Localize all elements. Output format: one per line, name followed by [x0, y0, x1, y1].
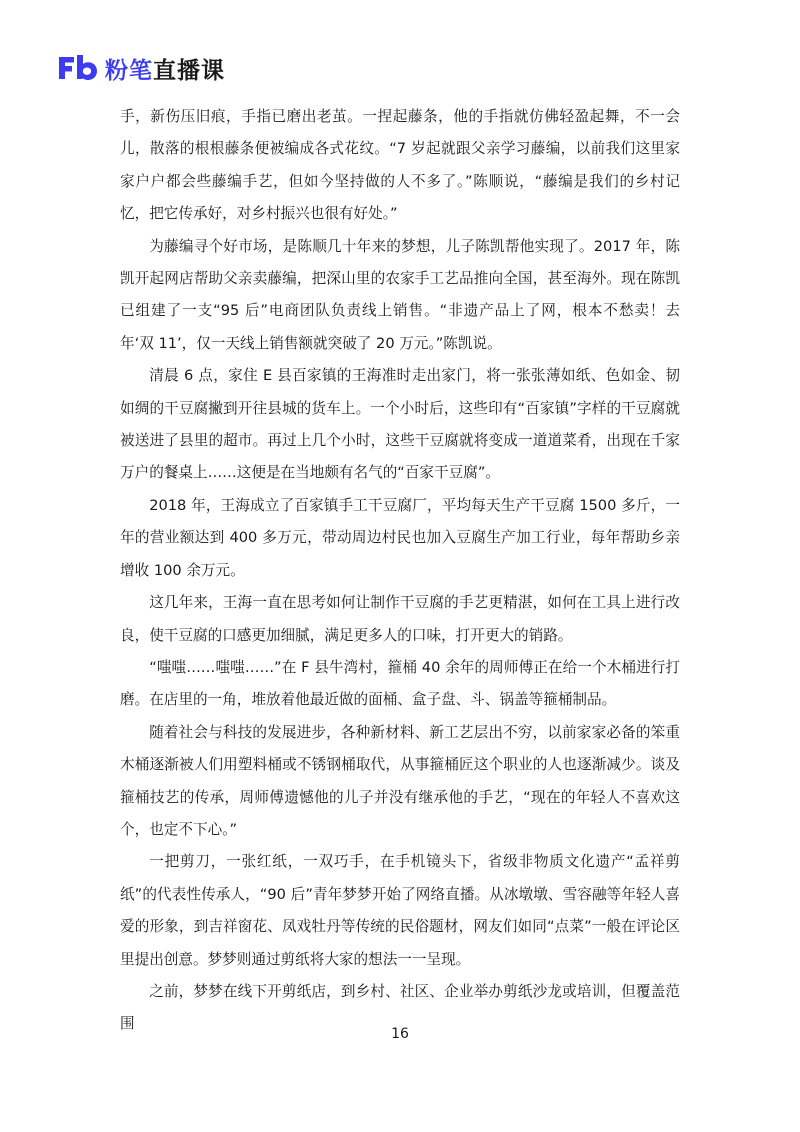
paragraph: “嗤嗤……嗤嗤……”在 F 县牛湾村，箍桶 40 余年的周师傅正在给一个木桶进行打磨。在店里的一角，堆放着他最近做的面桶、盒子盘、斗、锅盖等箍桶制品。: [120, 658, 680, 709]
page-header: [57, 50, 225, 86]
paragraph: 这几年来，王海一直在思考如何让制作干豆腐的手艺更精湛，如何在工具上进行改良，使干豆腐的口感更加细腻，满足更多人的口味，打开更大的销路。: [120, 594, 680, 644]
brand-name-suffix: 直播课: [153, 57, 225, 84]
fb-logo-icon: [57, 53, 99, 83]
page-number: 16: [391, 1026, 409, 1042]
brand-name: [105, 52, 225, 85]
paragraph: 之前，梦梦在线下开剪纸店，到乡村、社区、企业举办剪纸沙龙或培训，但覆盖范围: [120, 982, 680, 1033]
paragraph: 为藤编寻个好市场，是陈顺几十年来的梦想，儿子陈凯帮他实现了。2017 年，陈凯开起网店帮助父亲卖藤编，把深山里的农家手工艺品推向全国，甚至海外。现在陈凯已组建了一支“95 后”电商团队负责线上销售。“非遗产品上了网，根本不愁卖！去年‘双 11’，仅一天线上销售额就突破了 20 万元。”陈凯说。: [120, 237, 680, 352]
paragraph: 手，新伤压旧痕，手指已磨出老茧。一捏起藤条，他的手指就仿佛轻盈起舞，不一会儿，散落的根根藤条便被编成各式花纹。“7 岁起就跟父亲学习藤编，以前我们这里家家户户都会些藤编手艺，但如今坚持做的人不多了。”陈顺说，“藤编是我们的乡村记忆，把它传承好，对乡村振兴也很有好处。”: [120, 108, 680, 223]
paragraph: 随着社会与科技的发展进步，各种新材料、新工艺层出不穷，以前家家必备的笨重木桶逐渐被人们用塑料桶或不锈钢桶取代，从事箍桶匠这个职业的人也逐渐减少。谈及箍桶技艺的传承，周师傅遗憾他的儿子并没有继承他的手艺，“现在的年轻人不喜欢这个，也定不下心。”: [120, 723, 680, 838]
paragraph: 清晨 6 点，家住 E 县百家镇的王海准时走出家门，将一张张薄如纸、色如金、韧如绸的干豆腐撇到开往县城的货车上。一个小时后，这些印有“百家镇”字样的干豆腐就被送进了县里的超市。再过上几个小时，这些干豆腐就将变成一道道菜肴，出现在千家万户的餐桌上……这便是在当地颇有名气的“百家干豆腐”。: [120, 367, 680, 482]
paragraph: 2018 年，王海成立了百家镇手工干豆腐厂，平均每天生产干豆腐 1500 多斤，一年的营业额达到 400 多万元，带动周边村民也加入豆腐生产加工行业，每年帮助乡亲增收 100 余万元。: [120, 496, 680, 579]
paragraph: 一把剪刀，一张红纸，一双巧手，在手机镜头下，省级非物质文化遗产“孟祥剪纸”的代表性传承人，“90 后”青年梦梦开始了网络直播。从冰墩墩、雪容融等年轻人喜爱的形象，到吉祥窗花、凤戏牡丹等传统的民俗题材，网友们如同“点菜”一般在评论区里提出创意。梦梦则通过剪纸将大家的想法一一呈现。: [120, 853, 680, 968]
article-body: [120, 101, 680, 1041]
brand-name-cn: 粉笔: [105, 57, 153, 84]
